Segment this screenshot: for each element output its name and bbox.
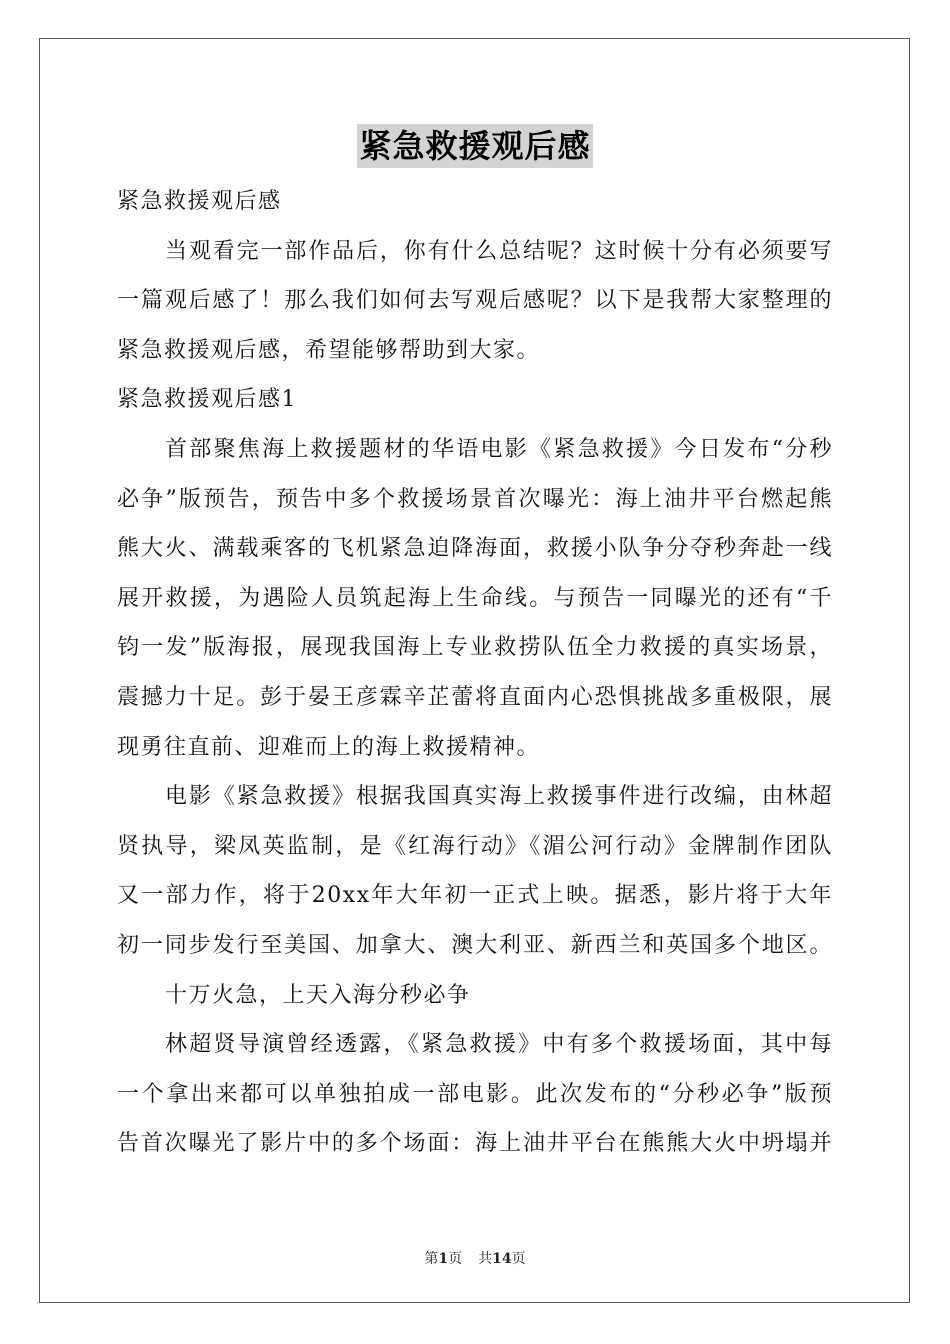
text-line: 林超贤导演曾经透露，《紧急救援》中有多个救援场面，其中每 (165, 1032, 833, 1058)
text-line: 钧一发”版海报，展现我国海上专业救捞队伍全力救援的真实场景， (117, 635, 833, 661)
text-line: 当观看完一部作品后，你有什么总结呢？这时候十分有必须要写 (165, 238, 833, 264)
page-suffix: 页 (448, 1251, 463, 1267)
text-line: 一个拿出来都可以单独拍成一部电影。此次发布的“分秒必争”版预 (117, 1081, 833, 1107)
page-number: 1 (438, 1251, 449, 1267)
total-pages: 14 (492, 1251, 512, 1267)
text-line: 电影《紧急救援》根据我国真实海上救援事件进行改编，由林超 (165, 784, 833, 810)
document-title: 紧急救援观后感 (357, 124, 592, 168)
page-footer (0, 1248, 950, 1268)
document-body (117, 177, 833, 1169)
text-line: 展开救援，为遇险人员筑起海上生命线。与预告一同曝光的还有“千 (117, 585, 833, 611)
text-line: 十万火急，上天入海分秒必争 (165, 982, 471, 1008)
text-line: 紧急救援观后感 (117, 189, 282, 214)
text-line: 又一部力作，将于20xx年大年初一正式上映。据悉，影片将于大年 (117, 883, 833, 909)
title-container (0, 124, 950, 168)
text-line: 紧急救援观后感1 (117, 387, 297, 413)
text-line: 初一同步发行至美国、加拿大、澳大利亚、新西兰和英国多个地区。 (117, 932, 833, 958)
text-line: 必争”版预告，预告中多个救援场景首次曝光：海上油井平台燃起熊 (117, 486, 833, 512)
text-line: 熊大火、满载乘客的飞机紧急迫降海面，救援小队争分夺秒奔赴一线 (117, 536, 833, 562)
text-line: 现勇往直前、迎难而上的海上救援精神。 (117, 734, 541, 760)
total-prefix: 共 (478, 1251, 493, 1267)
page-prefix: 第 (424, 1251, 439, 1267)
total-suffix: 页 (511, 1251, 526, 1267)
text-line: 贤执导，梁凤英监制，是《红海行动》《湄公河行动》金牌制作团队 (117, 833, 833, 859)
text-line: 震撼力十足。彭于晏王彦霖辛芷蕾将直面内心恐惧挑战多重极限，展 (117, 684, 833, 710)
text-line: 首部聚焦海上救援题材的华语电影《紧急救援》今日发布“分秒 (165, 436, 833, 462)
text-line: 告首次曝光了影片中的多个场面：海上油井平台在熊熊大火中坍塌并 (117, 1131, 833, 1157)
text-line: 紧急救援观后感，希望能够帮助到大家。 (117, 337, 541, 363)
text-line: 一篇观后感了！那么我们如何去写观后感呢？以下是我帮大家整理的 (117, 288, 833, 314)
